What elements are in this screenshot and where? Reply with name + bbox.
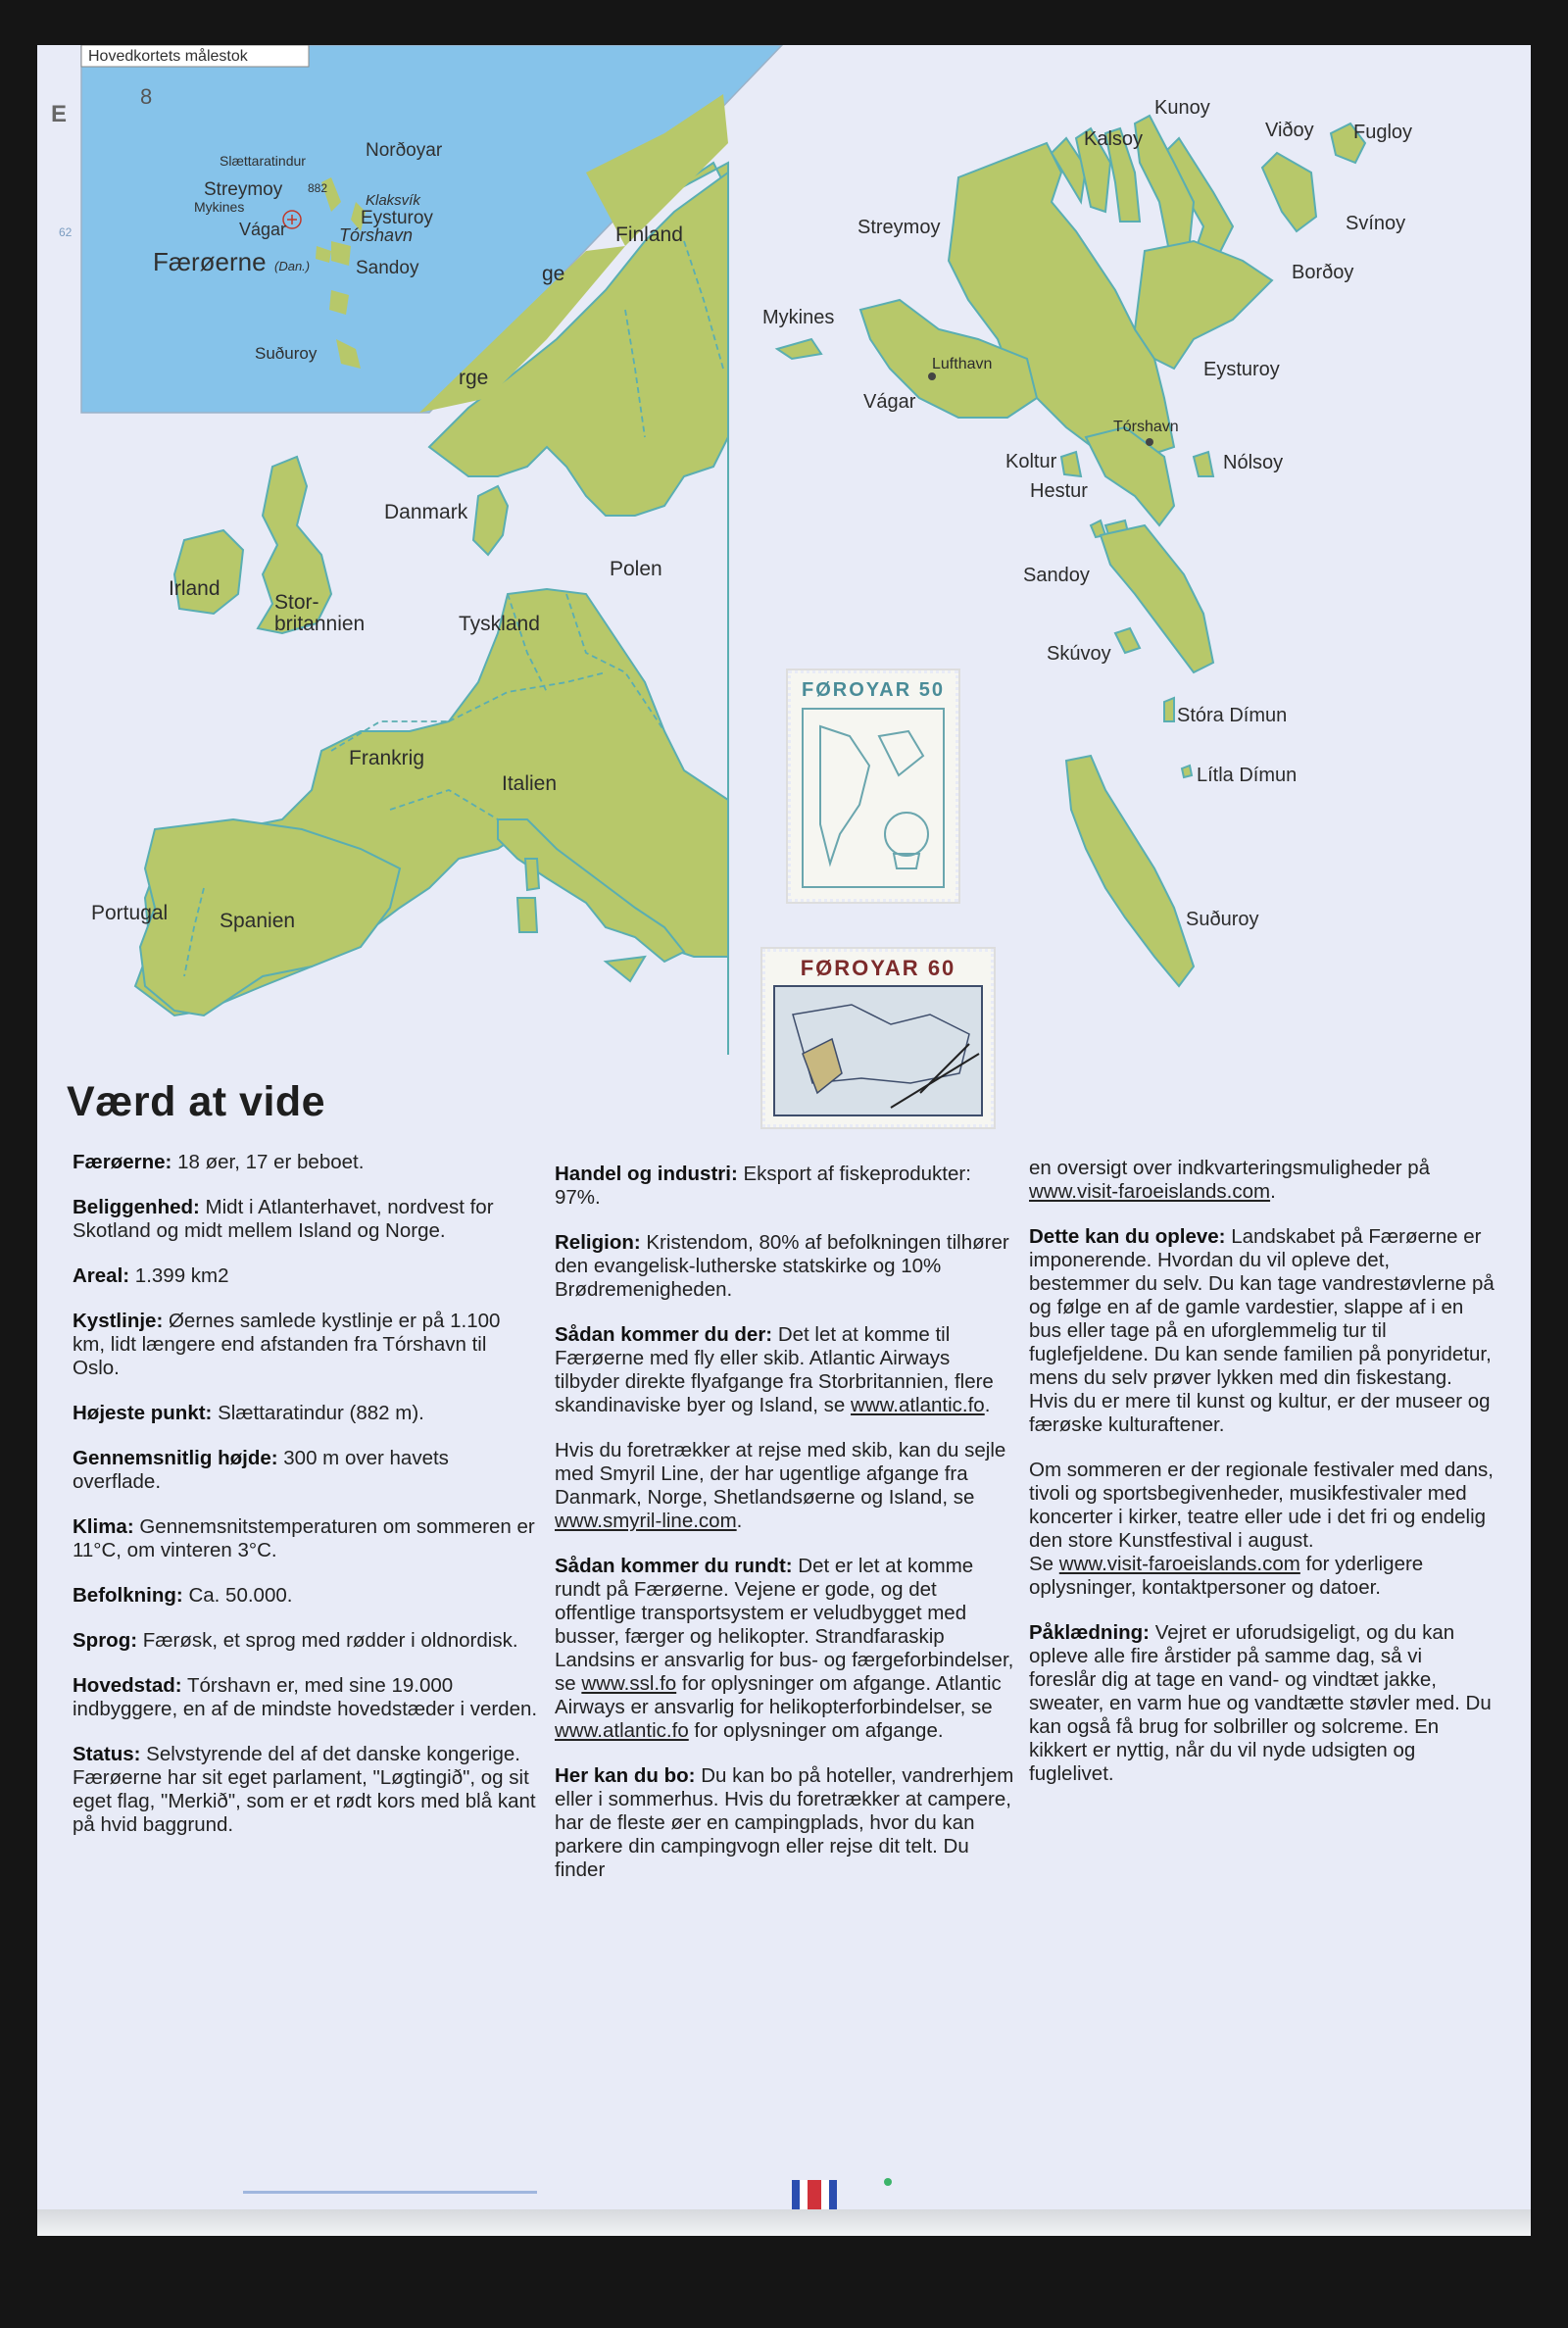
document-page: [37, 45, 1531, 2236]
inset-dan: (Dan.): [274, 259, 311, 273]
inset-mykines: Mykines: [194, 199, 245, 215]
link-atlantic[interactable]: www.atlantic.fo: [850, 1394, 985, 1416]
label-danmark: Danmark: [384, 501, 468, 523]
fact-areal: Areal: 1.399 km2: [73, 1264, 229, 1287]
fact-handel: Handel og industri: Eksport af fiskeprodukter: 97%.: [555, 1163, 971, 1209]
link-smyril-line[interactable]: www.smyril-line.com: [555, 1510, 737, 1532]
fact-paaklaedning: Påklædning: Vejret er uforudsigeligt, og du kan opleve alle fire årstider på samme dag, så vi foreslår dig at tage en vand- og vindtæt jakke, sweater, en varm hue og vandtætte støvler med. Du kan også få brug for solbriller og solcreme. En kikkert er nyttig, når du vil nyde udsigten og fuglelivet.: [1029, 1621, 1492, 1785]
label-tyskland: Tyskland: [459, 613, 540, 635]
label-vidoy: Viðoy: [1265, 120, 1314, 141]
fact-beliggenhed: Beliggenhed: Midt i Atlanterhavet, nordvest for Skotland og midt mellem Island og Norge.: [73, 1196, 494, 1242]
inset-latitude: 62: [59, 225, 73, 239]
label-kalsoy: Kalsoy: [1084, 128, 1144, 150]
link-visit-faroeislands-2[interactable]: www.visit-faroeislands.com: [1058, 1553, 1300, 1575]
facts-column-3: [1029, 1157, 1494, 1808]
label-finland: Finland: [615, 223, 683, 246]
label-suduroy: Suðuroy: [1186, 909, 1259, 930]
flag-stripe: [792, 2180, 837, 2209]
label-spanien: Spanien: [220, 910, 296, 932]
fact-saadan-kommer-du-rundt: Sådan kommer du rundt: Det er let at komme rundt på Færøerne. Vejene er gode, og det offentlige transportsystem er veludbygget med busser, færger og helikopter. Strandfaraskip Landsins er ansvarlig for bus- og færgeforbindelser, se www.ssl.fo for oplysninger om afgange. Atlantic Airways er ansvarlig for helikopterforbindelser, se www.atlantic.fo for oplysninger om afgange.: [555, 1555, 1014, 1742]
fact-religion: Religion: Kristendom, 80% af befolkningen tilhører den evangelisk-lutherske statskirke og 10% Brødremenigheden.: [555, 1231, 1009, 1301]
label-eysturoy: Eysturoy: [1203, 359, 1280, 380]
label-polen: Polen: [610, 558, 662, 580]
inset-klaksvik: Klaksvík: [366, 192, 420, 209]
fact-kystlinje: Kystlinje: Øernes samlede kystlinje er på 1.100 km, lidt længere end afstanden fra Tórshavn til Oslo.: [73, 1310, 501, 1379]
inset-streymoy: Streymoy: [204, 179, 283, 200]
inset-title: Hovedkortets målestok: [88, 48, 248, 65]
fact-her-kan-du-bo: Her kan du bo: Du kan bo på hoteller, vandrerhjem eller i sommerhus. Hvis du foretrækker at campere, har de fleste øer en campingplads, hvor du kan parkere din campingvogn eller rejse dit telt. Du finder: [555, 1764, 1014, 1881]
inset-nordoyar: Norðoyar: [366, 140, 443, 161]
link-ssl[interactable]: www.ssl.fo: [581, 1672, 677, 1695]
fact-dette-kan-du-opleve: Dette kan du opleve: Landskabet på Færøerne er imponerende. Hvordan du vil opleve det, bestemmer du selv. Du kan tage vandrestøvlerne på og følge en af de gamle vardestier, slappe af i en bus eller tage på en uforglemmelig tur til fuglefjeldene. Du kan sende familien på ponyridetur, mens du selv prøver lykken med din fiskestang. Hvis du er mere til kunst og kultur, er der museer og færøske kulturaftener.: [1029, 1225, 1494, 1436]
inset-torshavn: Tórshavn: [339, 225, 414, 245]
label-skuvoy: Skúvoy: [1047, 643, 1111, 665]
link-atlantic-2[interactable]: www.atlantic.fo: [555, 1719, 689, 1742]
maps-area: [37, 45, 1531, 1055]
label-litla-dimun: Lítla Dímun: [1197, 765, 1298, 786]
stamp-map-artwork: [773, 985, 983, 1116]
stamp-value: 60: [927, 956, 956, 980]
stamp-map-artwork: [801, 707, 946, 889]
label-kunoy: Kunoy: [1154, 97, 1210, 119]
label-stor: Stor-: [274, 591, 319, 614]
label-fugloy: Fugloy: [1353, 122, 1413, 143]
label-bordoy: Borðoy: [1292, 262, 1354, 283]
fact-se: Se www.visit-faroeislands.com for yderligere oplysninger, kontaktpersoner og datoer.: [1029, 1553, 1424, 1599]
green-dot: [884, 2178, 892, 2186]
label-portugal: Portugal: [91, 902, 169, 924]
inset-suduroy: Suðuroy: [255, 344, 318, 363]
fact-hoejeste-punkt: Højeste punkt: Slættaratindur (882 m).: [73, 1402, 424, 1424]
label-italien: Italien: [502, 772, 558, 795]
fact-skib: Hvis du foretrækker at rejse med skib, kan du sejle med Smyril Line, der har ugentlige afgange fra Danmark, Norge, Shetlandsøerne og Island, se www.smyril-line.com.: [555, 1439, 1006, 1532]
inset-grid-number: 8: [140, 84, 153, 109]
bottom-rule: [243, 2191, 537, 2194]
label-frankrig: Frankrig: [349, 747, 425, 769]
label-stora-dimun: Stóra Dímun: [1177, 705, 1288, 726]
label-streymoy: Streymoy: [858, 217, 941, 238]
label-irland: Irland: [169, 577, 220, 600]
fact-befolkning: Befolkning: Ca. 50.000.: [73, 1584, 293, 1607]
facts-column-2: [555, 1163, 1020, 1904]
label-norge: rge: [459, 367, 489, 389]
stamp-foroyar-50: [788, 670, 958, 902]
fact-saadan-kommer-du-der: Sådan kommer du der: Det let at komme til Færøerne med fly eller skib. Atlantic Airways tilbyder direkte flyafgange fra Storbritannien, flere skandinaviske byer og Island, se www.atlantic.fo.: [555, 1323, 994, 1416]
link-visit-faroeislands[interactable]: www.visit-faroeislands.com: [1029, 1180, 1271, 1203]
fact-klima: Klima: Gennemsnitstemperaturen om sommeren er 11°C, om vinteren 3°C.: [73, 1515, 535, 1561]
label-vagar: Vágar: [863, 391, 916, 413]
page-heading: Værd at vide: [67, 1078, 326, 1125]
stamp-country: FØROYAR: [802, 679, 912, 701]
stamp-foroyar-60: [762, 949, 994, 1127]
facts-column-1: [73, 1151, 538, 1858]
inset-sandoy: Sandoy: [356, 258, 419, 278]
inset-eysturoy: Eysturoy: [361, 208, 433, 228]
stamp-country: FØROYAR: [800, 956, 920, 980]
label-hestur: Hestur: [1030, 480, 1088, 502]
fact-indkvartering: en oversigt over indkvarteringsmuligheder på www.visit-faroeislands.com.: [1029, 1157, 1431, 1203]
label-torshavn: Tórshavn: [1113, 419, 1179, 435]
fact-faeroerne: Færøerne: 18 øer, 17 er beboet.: [73, 1151, 365, 1173]
fact-hovedstad: Hovedstad: Tórshavn er, med sine 19.000 indbyggere, en af de mindste hovedstæder i verden.: [73, 1674, 538, 1720]
label-lufthavn: Lufthavn: [932, 356, 993, 372]
inset-height: 882: [308, 181, 328, 195]
label-sverige: ge: [542, 263, 565, 285]
label-sandoy: Sandoy: [1023, 565, 1090, 586]
fact-gennemsnitlig-hoejde: Gennemsnitlig højde: 300 m over havets overflade.: [73, 1447, 449, 1493]
inset-vagar: Vágar: [239, 220, 287, 239]
fact-status: Status: Selvstyrende del af det danske kongerige. Færøerne har sit eget parlament, "Løgtingið", og sit eget flag, "Merkið", som er et rødt kors med blå kant på hvid baggrund.: [73, 1743, 536, 1836]
fact-sommer: Om sommeren er der regionale festivaler med dans, tivoli og sportsbegivenheder, musikfestivaler med koncerter i kirker, teatre eller ude i det fri og endelig den store Kunstfestival i august.: [1029, 1459, 1494, 1552]
inset-edge-letter: E: [51, 101, 68, 127]
stamp-value: 50: [918, 679, 945, 701]
fact-sprog: Sprog: Færøsk, et sprog med rødder i oldnordisk.: [73, 1629, 518, 1652]
sleeve-edge: [37, 2209, 1531, 2236]
label-svinoy: Svínoy: [1346, 213, 1406, 234]
inset-slaettaratindur: Slættaratindur: [220, 153, 306, 169]
label-britannien: britannien: [274, 613, 366, 635]
label-nolsoy: Nólsoy: [1223, 452, 1284, 473]
label-koltur: Koltur: [1005, 451, 1057, 472]
label-mykines: Mykines: [762, 307, 835, 328]
inset-faeroerne: Færøerne: [153, 247, 267, 276]
